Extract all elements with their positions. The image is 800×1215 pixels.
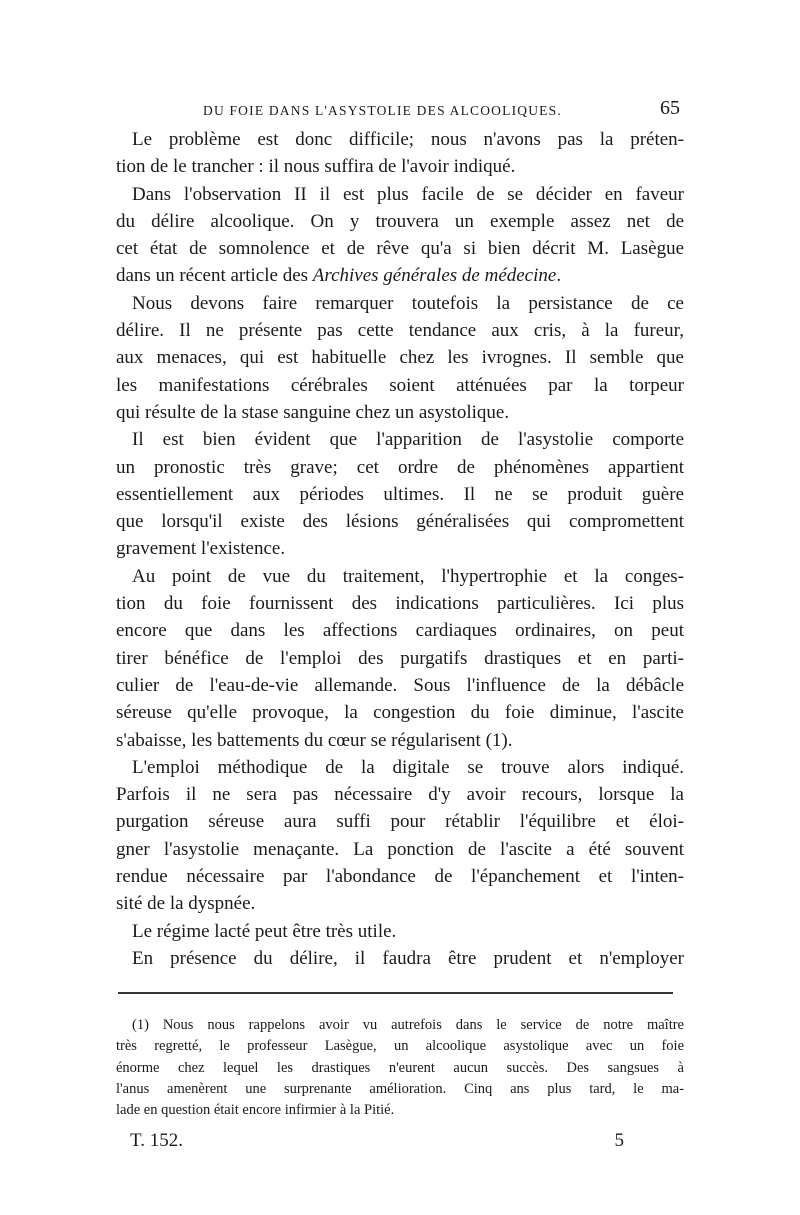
text-line-text: dans un récent article des: [116, 265, 313, 287]
text-line: Au point de vue du traitement, l'hypertrophie et la conges-: [132, 565, 684, 587]
text-line: tirer bénéfice de l'emploi des purgatifs drastiques et en parti-: [116, 647, 684, 669]
text-line: Parfois il ne sera pas nécessaire d'y avoir recours, lorsque la: [116, 784, 684, 806]
text-line: un pronostic très grave; cet ordre de phénomènes appartient: [116, 456, 684, 478]
text-line: gravement l'existence.: [116, 538, 286, 560]
footnote-separator: [118, 992, 673, 994]
footnote-rule: [118, 992, 673, 994]
text-line: du délire alcoolique. On y trouvera un exemple assez net de: [116, 210, 684, 232]
body-text: [116, 126, 684, 972]
text-line: Il est bien évident que l'apparition de l'asystolie comporte: [132, 429, 684, 451]
footnote: [116, 1015, 684, 1121]
text-line: rendue nécessaire par l'abondance de l'épanchement et l'inten-: [116, 866, 684, 888]
text-line: gner l'asystolie menaçante. La ponction de l'ascite a été souvent: [116, 838, 684, 860]
text-line: essentiellement aux périodes ultimes. Il ne se produit guère: [116, 483, 684, 505]
footnote-line: lade en question était encore infirmier à la Pitié.: [116, 1102, 395, 1119]
text-line: tion du foie fournissent des indications particulières. Ici plus: [116, 593, 684, 615]
text-line: Le problème est donc difficile; nous n'avons pas la préten-: [132, 129, 684, 150]
footnote-line: très regretté, le professeur Lasègue, un alcoolique asystolique avec un foie: [116, 1038, 684, 1055]
text-line: cet état de somnolence et de rêve qu'a si bien décrit M. Lasègue: [116, 238, 684, 260]
page-footer: [130, 1130, 630, 1160]
text-line: [116, 262, 684, 289]
text-line: les manifestations cérébrales soient atténuées par la torpeur: [116, 374, 684, 396]
text-line: délire. Il ne présente pas cette tendance aux cris, à la fureur,: [116, 320, 684, 342]
text-line: qui résulte de la stase sanguine chez un asystolique.: [116, 401, 510, 423]
footnote-line: l'anus amenèrent une surprenante amélioration. Cinq ans plus tard, le ma-: [116, 1080, 684, 1097]
text-line: culier de l'eau-de-vie allemande. Sous l'influence de la débâcle: [116, 674, 684, 696]
gathering-folio: 5: [614, 1130, 624, 1151]
text-line: que lorsqu'il existe des lésions généralisées qui compromettent: [116, 511, 684, 533]
text-line: sité de la dyspnée.: [116, 893, 256, 915]
signature-mark: T. 152.: [130, 1130, 183, 1151]
text-line: Le régime lacté peut être très utile.: [132, 920, 397, 942]
journal-title: Archives générales de médecine: [312, 265, 557, 287]
text-line: séreuse qu'elle provoque, la congestion du foie diminue, l'ascite: [116, 702, 684, 724]
text-line: s'abaisse, les battements du cœur se régularisent (1).: [116, 729, 513, 751]
text-line: Dans l'observation II il est plus facile de se décider en faveur: [132, 183, 684, 205]
text-line: L'emploi méthodique de la digitale se trouve alors indiqué.: [132, 756, 684, 778]
page-number: 65: [660, 97, 680, 119]
text-line-punctuation: .: [556, 265, 562, 287]
text-line: En présence du délire, il faudra être prudent et n'employer: [132, 947, 684, 969]
footnote-line: (1) Nous nous rappelons avoir vu autrefois dans le service de notre maître: [132, 1017, 684, 1033]
running-header: [115, 95, 683, 125]
text-line: aux menaces, qui est habituelle chez les ivrognes. Il semble que: [116, 347, 684, 369]
footnote-line: énorme chez lequel les drastiques n'eurent aucun succès. Des sangsues à: [116, 1059, 684, 1076]
text-line: tion de le trancher : il nous suffira de l'avoir indiqué.: [116, 156, 516, 178]
text-line: Nous devons faire remarquer toutefois la persistance de ce: [132, 292, 684, 314]
text-line: encore que dans les affections cardiaques ordinaires, on peut: [116, 620, 684, 642]
running-title: DU FOIE DANS L'ASYSTOLIE DES ALCOOLIQUES.: [203, 103, 562, 118]
text-line: purgation séreuse aura suffi pour rétablir l'équilibre et éloi-: [116, 811, 684, 833]
